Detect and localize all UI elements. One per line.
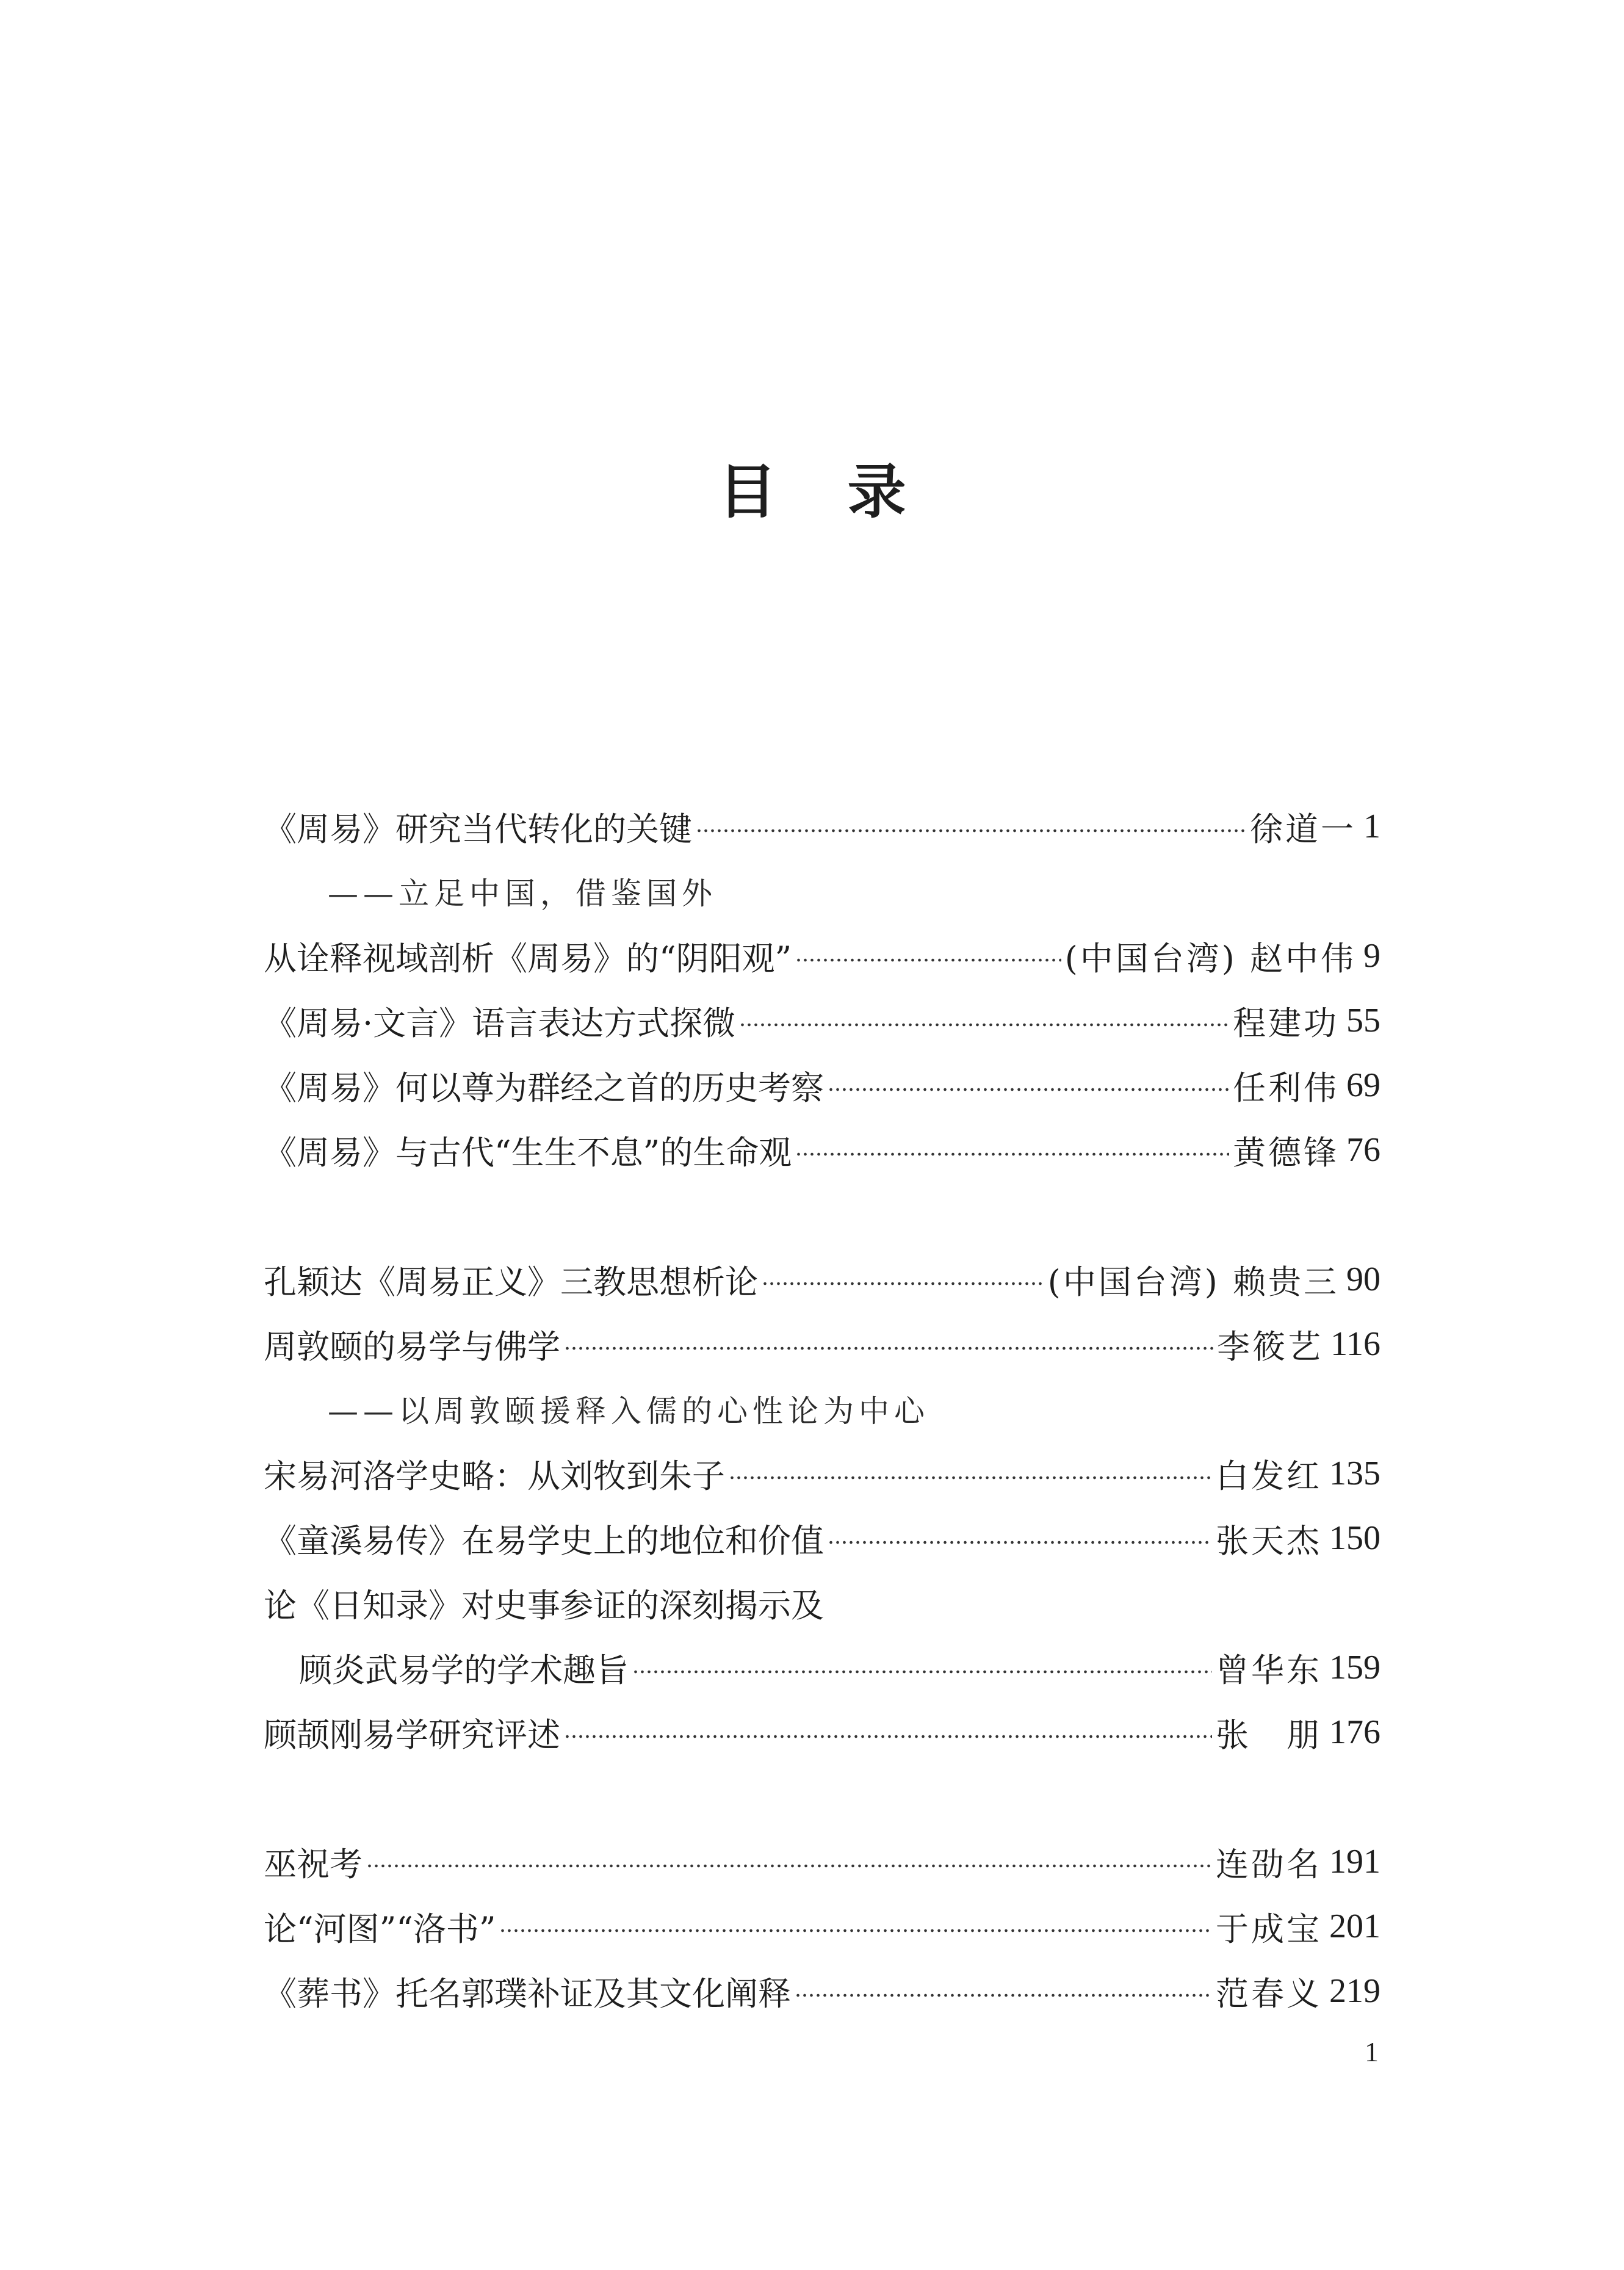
- dot-leader: [632, 1668, 1212, 1675]
- entry-page: 191: [1329, 1843, 1380, 1881]
- dot-leader: [696, 827, 1246, 834]
- dot-leader: [828, 1086, 1229, 1093]
- toc-entry[interactable]: [264, 1053, 1380, 1118]
- entry-author: 张天杰: [1216, 1521, 1322, 1560]
- entry-title: 《周易》研究当代转化的关键: [264, 809, 692, 848]
- page-title: [0, 446, 1624, 529]
- entry-author: (中国台湾) 赵中伟: [1064, 939, 1356, 978]
- dot-leader: [795, 956, 1061, 964]
- entry-title: 从诠释视域剖析《周易》的“阴阳观”: [264, 939, 792, 978]
- toc-entry[interactable]: [264, 1700, 1380, 1765]
- entry-page: 176: [1329, 1713, 1380, 1751]
- entry-title: 《周易·文言》语言表达方式探微: [264, 1003, 736, 1043]
- toc-entry[interactable]: [264, 1441, 1380, 1506]
- toc-entry[interactable]: [264, 1894, 1380, 1959]
- section-gap: [264, 1182, 1380, 1247]
- entry-title: 《周易》何以尊为群经之首的历史考察: [264, 1068, 824, 1107]
- dot-leader: [739, 1021, 1229, 1028]
- toc-entry[interactable]: [264, 1571, 1380, 1635]
- entry-title: 《童溪易传》在易学史上的地位和价值: [264, 1521, 824, 1560]
- toc-subtitle[interactable]: [264, 859, 1380, 924]
- entry-title: 巫祝考: [264, 1845, 363, 1884]
- entry-author: 任利伟: [1233, 1068, 1339, 1107]
- dot-leader: [762, 1280, 1044, 1287]
- toc-entry[interactable]: [264, 924, 1380, 988]
- entry-title: 论“河图”“洛书”: [264, 1909, 496, 1948]
- entry-author: 连劭名: [1216, 1845, 1322, 1884]
- dot-leader: [828, 1539, 1212, 1546]
- dot-leader: [366, 1862, 1212, 1870]
- entry-title: 周敦颐的易学与佛学: [264, 1327, 560, 1366]
- entry-title: 宋易河洛学史略：从刘牧到朱子: [264, 1456, 725, 1495]
- dot-leader: [795, 1992, 1212, 1999]
- title-char: 录: [847, 457, 906, 526]
- entry-title: 顾颉刚易学研究评述: [264, 1715, 560, 1754]
- entry-author: 李筱艺: [1217, 1327, 1324, 1366]
- entry-author: 白发红: [1216, 1456, 1322, 1495]
- toc-entry[interactable]: [264, 1635, 1380, 1700]
- toc-entry[interactable]: [264, 1506, 1380, 1571]
- entry-page: 159: [1329, 1649, 1380, 1686]
- toc-entry[interactable]: [264, 1829, 1380, 1894]
- entry-page: 90: [1346, 1260, 1380, 1298]
- entry-author: 于成宝: [1216, 1909, 1322, 1948]
- entry-author: 张 朋: [1216, 1715, 1322, 1754]
- dot-leader: [564, 1733, 1212, 1740]
- dot-leader: [499, 1927, 1212, 1934]
- entry-title: 顾炎武易学的学术趣旨: [299, 1650, 629, 1690]
- title-char: 目: [718, 457, 777, 526]
- entry-title: 《葬书》托名郭璞补证及其文化阐释: [264, 1974, 791, 2013]
- dot-leader: [564, 1345, 1213, 1352]
- entry-page: 150: [1329, 1519, 1380, 1557]
- toc-entry[interactable]: [264, 1118, 1380, 1182]
- toc-entry[interactable]: [264, 794, 1380, 859]
- dot-leader: [729, 1474, 1212, 1481]
- table-of-contents: [264, 794, 1380, 2023]
- toc-entry[interactable]: [264, 1247, 1380, 1312]
- toc-entry[interactable]: [264, 1312, 1380, 1376]
- entry-title: ——立足中国，借鉴国外: [328, 876, 717, 911]
- entry-author: 黄德锋: [1233, 1133, 1339, 1172]
- dot-leader: [795, 1151, 1229, 1158]
- entry-page: 135: [1329, 1455, 1380, 1492]
- entry-author: 范春义: [1216, 1974, 1322, 2013]
- entry-page: 9: [1363, 937, 1380, 975]
- entry-title: ——以周敦颐援释入儒的心性论为中心: [328, 1393, 929, 1429]
- entry-page: 69: [1346, 1066, 1380, 1104]
- entry-author: 曾华东: [1216, 1650, 1322, 1690]
- section-gap: [264, 1765, 1380, 1829]
- entry-title: 论《日知录》对史事参证的深刻揭示及: [264, 1586, 824, 1625]
- entry-title: 《周易》与古代“生生不息”的生命观: [264, 1133, 792, 1172]
- entry-author: 徐道一: [1250, 809, 1356, 848]
- page-number: 1: [1365, 2036, 1379, 2067]
- toc-entry[interactable]: [264, 988, 1380, 1053]
- entry-page: 55: [1346, 1002, 1380, 1039]
- entry-author: 程建功: [1233, 1003, 1339, 1043]
- entry-author: (中国台湾) 赖贵三: [1047, 1262, 1339, 1301]
- entry-page: 219: [1329, 1972, 1380, 2010]
- entry-page: 116: [1330, 1325, 1380, 1363]
- entry-page: 201: [1329, 1907, 1380, 1945]
- entry-page: 1: [1363, 808, 1380, 845]
- toc-subtitle[interactable]: [264, 1376, 1380, 1441]
- entry-page: 76: [1346, 1131, 1380, 1169]
- entry-title: 孔颖达《周易正义》三教思想析论: [264, 1262, 758, 1301]
- toc-entry[interactable]: [264, 1959, 1380, 2023]
